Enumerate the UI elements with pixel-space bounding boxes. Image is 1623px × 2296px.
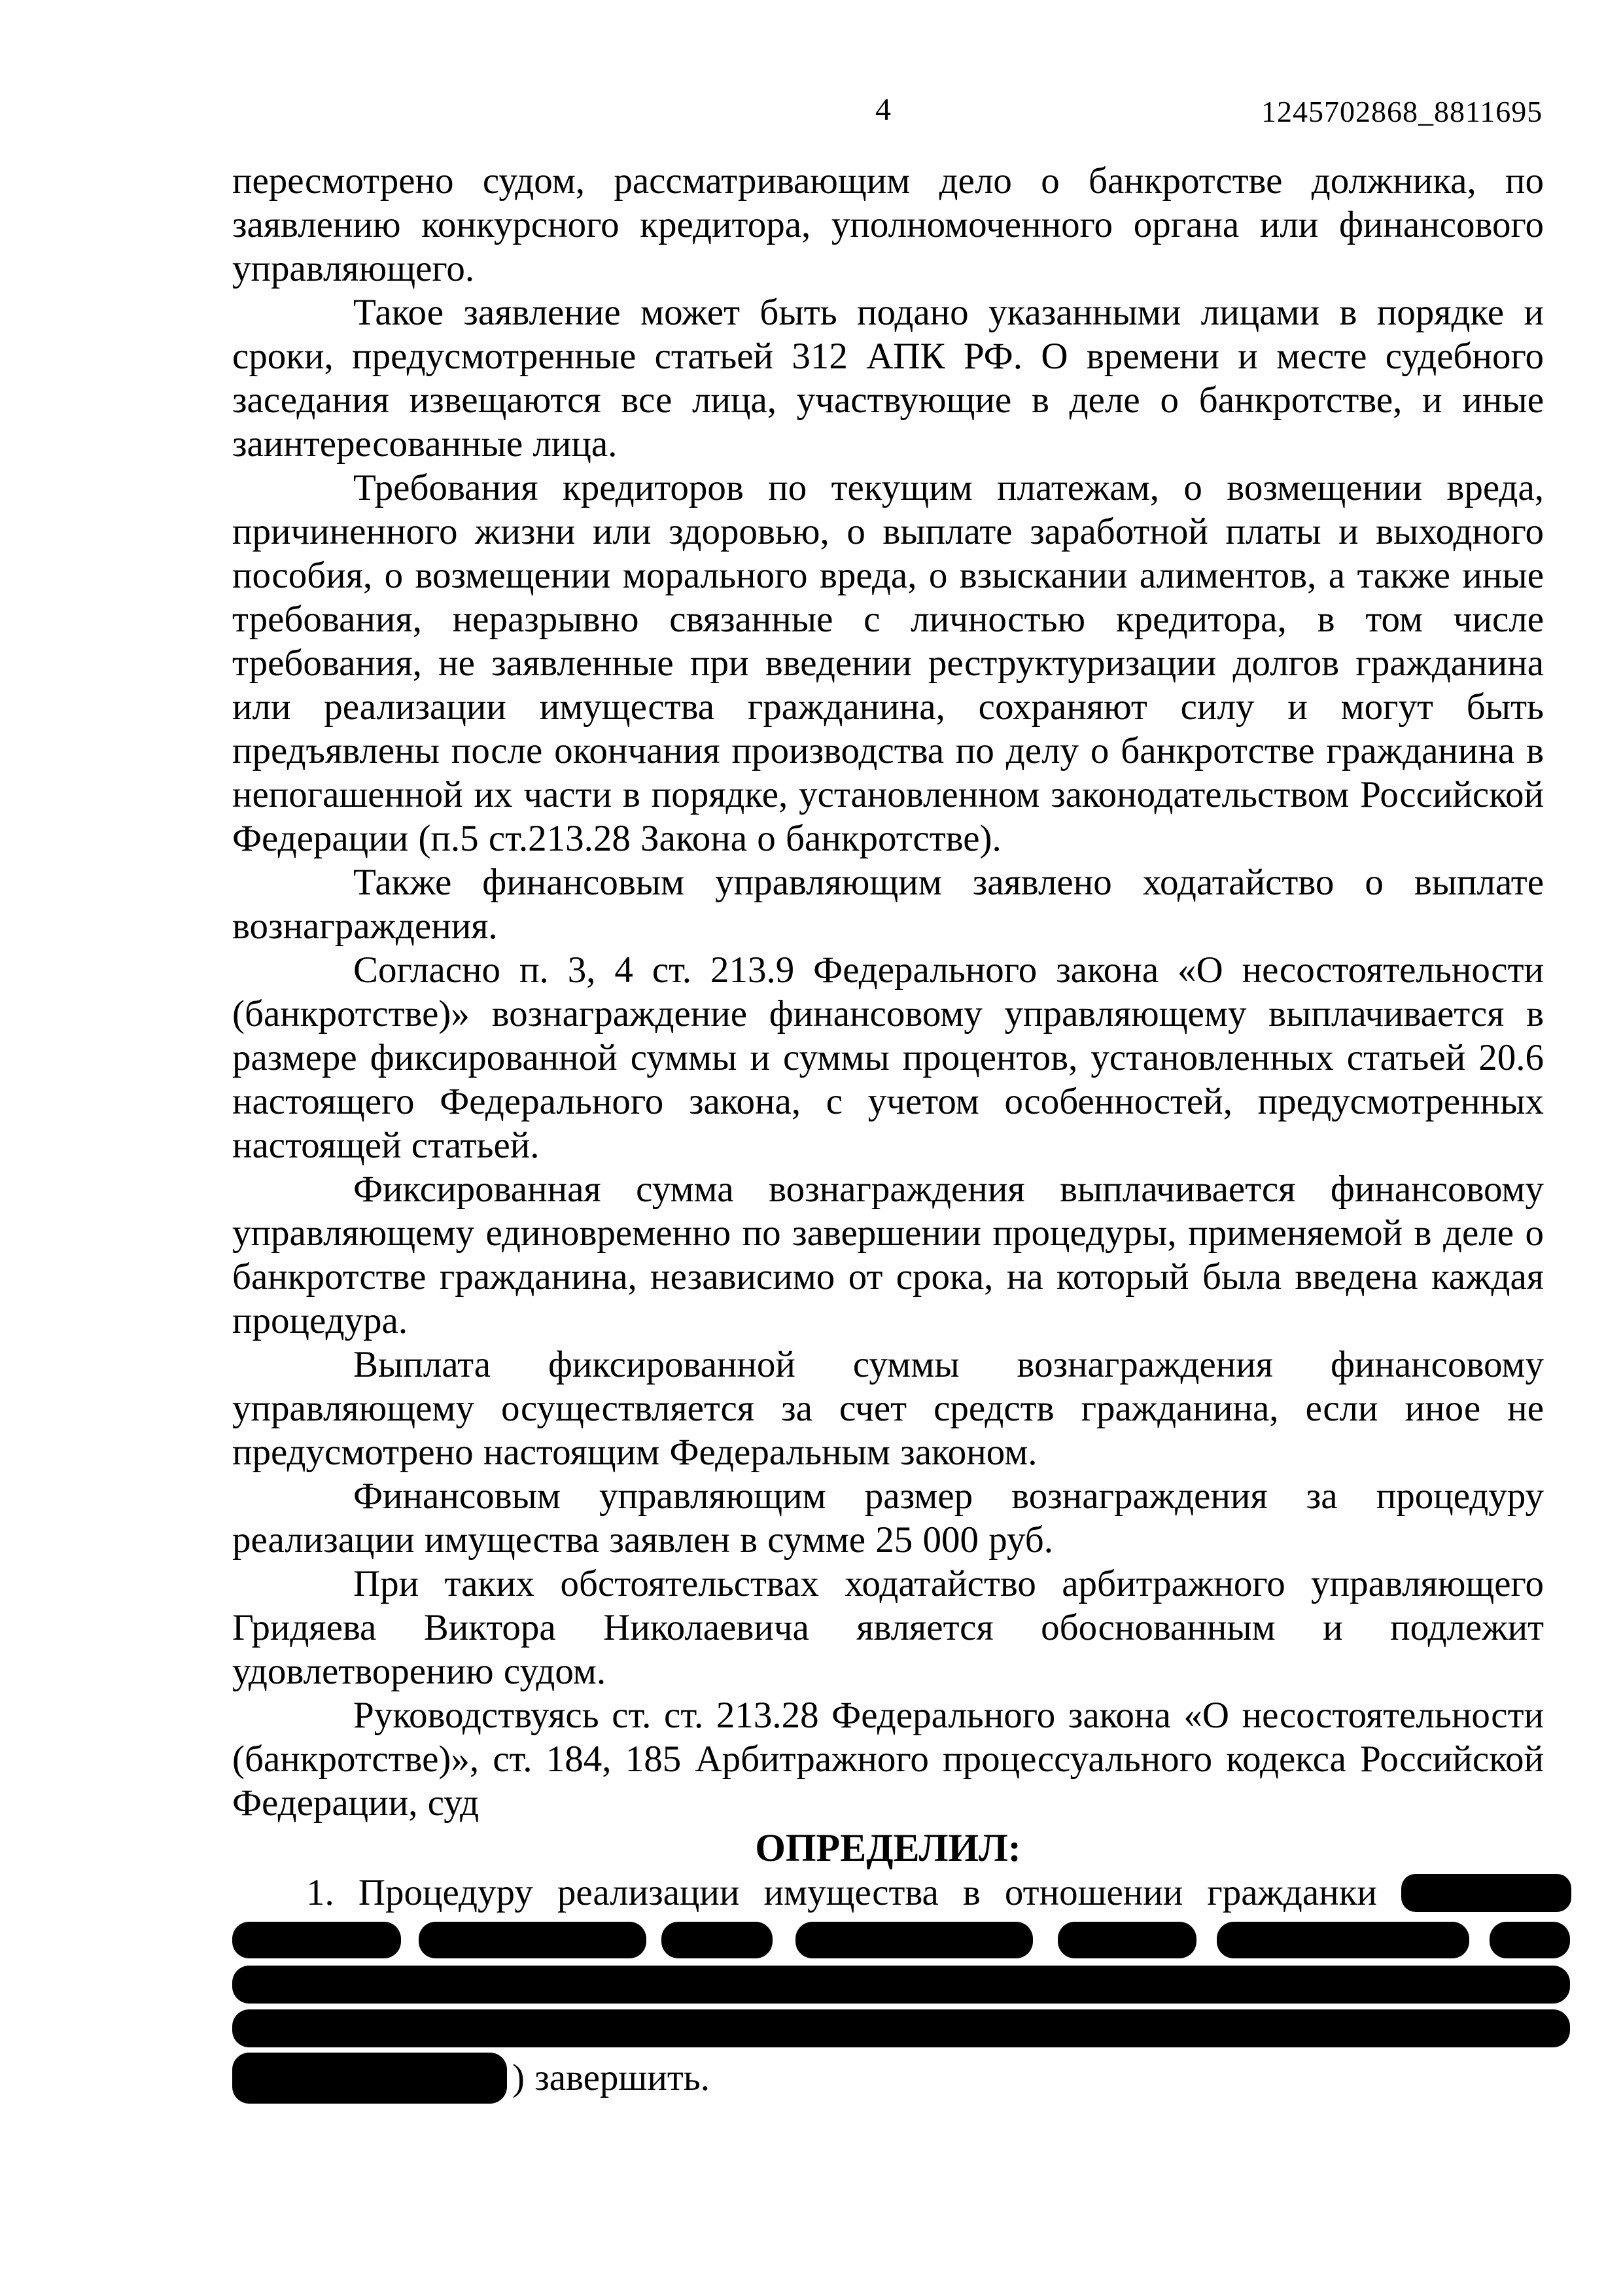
redaction-block <box>232 1922 401 1958</box>
page-number: 4 <box>875 92 891 127</box>
redacted-line-1 <box>232 1918 1544 1962</box>
paragraph-1: пересмотрено судом, рассматривающим дело о банкротстве должника, по заявлению конкурсного кредитора, уполномоченного органа или финансового управляющего. <box>232 160 1544 289</box>
redaction-block <box>232 2009 1570 2047</box>
redaction-block <box>1058 1922 1196 1958</box>
document-body <box>232 159 1544 2106</box>
paragraph-2: Такое заявление может быть подано указанными лицами в порядке и сроки, предусмотренные статьей 312 АПК РФ. О времени и месте судебного заседания извещаются все лица, участвующие в деле о банкротстве, и иные заинтересованные лица. <box>232 292 1544 465</box>
redacted-line-3 <box>232 2006 1544 2050</box>
closing-text: ) завершить. <box>512 2057 710 2099</box>
ruling-heading: ОПРЕДЕЛИЛ: <box>755 1826 1021 1869</box>
document-id: 1245702868_8811695 <box>1261 95 1543 128</box>
paragraph-8: Финансовым управляющим размер вознаграждения за процедуру реализации имущества заявлен в сумме 25 000 руб. <box>232 1475 1544 1561</box>
redacted-lines-section <box>232 1918 1544 2050</box>
redacted-line-2 <box>232 1962 1544 2006</box>
paragraph-10: Руководствуясь ст. ст. 213.28 Федерального закона «О несостоятельности (банкротстве)», ст. 184, 185 Арбитражного процессуального кодекса Российской Федерации, суд <box>232 1695 1544 1824</box>
inline-redaction-block <box>1401 1874 1571 1912</box>
numbered-item-text: 1. Процедуру реализации имущества в отношении гражданки <box>306 1872 1377 1913</box>
redaction-block <box>1490 1922 1570 1958</box>
paragraph-9: При таких обстоятельствах ходатайство арбитражного управляющего Гридяева Виктора Николаевича является обоснованным и подлежит удовлетворению судом. <box>232 1563 1544 1692</box>
redaction-block <box>795 1922 1033 1958</box>
paragraph-6: Фиксированная сумма вознаграждения выплачивается финансовому управляющему единовременно по завершении процедуры, применяемой в деле о банкротстве гражданина, независимо от срока, на который была введена каждая процедура. <box>232 1169 1544 1341</box>
paragraph-4: Также финансовым управляющим заявлено ходатайство о выплате вознаграждения. <box>232 862 1544 947</box>
numbered-item-1 <box>232 1871 1544 1918</box>
paragraph-7: Выплата фиксированной суммы вознаграждения финансовому управляющему осуществляется за счет средств гражданина, если иное не предусмотрено настоящим Федеральным законом. <box>232 1344 1544 1473</box>
redaction-block <box>419 1922 646 1958</box>
closing-line <box>232 2050 1544 2106</box>
redaction-block <box>232 1966 1570 2004</box>
paragraph-3: Требования кредиторов по текущим платежам, о возмещении вреда, причиненного жизни или здоровью, о выплате заработной платы и выходного пособия, о возмещении морального вреда, о взыскании алиментов, а также иные требования, неразрывно связанные с личностью кредитора, в том числе требования, не заявленные при введении реструктуризации долгов гражданина или реализации имущества гражданина, сохраняют силу и могут быть предъявлены после окончания производства по делу о банкротстве гражданина в непогашенной их части в порядке, установленном законодательством Российской Федерации (п.5 ст.213.28 Закона о банкротстве). <box>232 467 1544 859</box>
redaction-block <box>1217 1922 1469 1958</box>
closing-redaction-block <box>232 2053 507 2104</box>
paragraph-5: Согласно п. 3, 4 ст. 213.9 Федерального закона «О несостоятельности (банкротстве)» вознаграждение финансовому управляющему выплачивается в размере фиксированной суммы и суммы процентов, установленных статьей 20.6 настоящего Федерального закона, с учетом особенностей, предусмотренных настоящей статьей. <box>232 949 1544 1166</box>
redaction-block <box>661 1922 773 1958</box>
paragraphs-section <box>232 159 1544 1825</box>
